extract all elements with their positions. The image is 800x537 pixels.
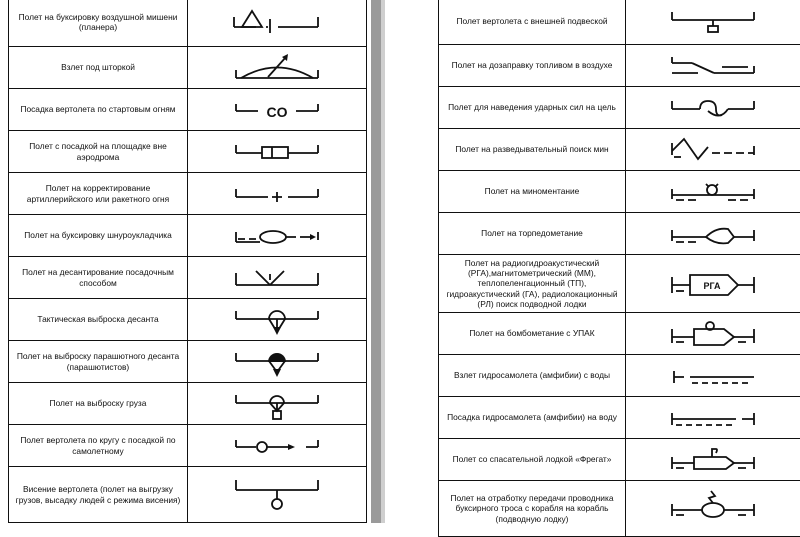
row-label: Полет на бомбометание с УПАК [439, 313, 626, 355]
curtain-takeoff-symbol-icon [232, 51, 322, 85]
towed-target-symbol-icon [232, 5, 322, 39]
row-label: Полет на корректирование артиллерийского или ракетного огня [9, 173, 188, 215]
row-label: Полет на миноментание [439, 171, 626, 213]
row-label: Полет на буксировку воздушной мишени (планера) [9, 0, 188, 47]
right-page [385, 0, 800, 523]
mine-laying-symbol-icon [668, 175, 758, 209]
table-row [9, 425, 367, 467]
table-row [439, 397, 800, 439]
fire-correction-symbol-icon [232, 177, 322, 211]
row-label: Тактическая выброска десанта [9, 299, 188, 341]
table-row [439, 481, 800, 537]
cable-layer-tow-symbol-icon [232, 219, 322, 253]
symbol-text: РГА [703, 281, 721, 291]
row-label: Полет на выброску груза [9, 383, 188, 425]
table-row [439, 313, 800, 355]
row-label: Полет вертолета с внешней подвеской [439, 0, 626, 45]
table-row [439, 45, 800, 87]
table-row [9, 131, 367, 173]
table-row [9, 299, 367, 341]
page-gutter [371, 0, 385, 523]
external-sling-symbol-icon [668, 4, 758, 38]
air-refuel-symbol-icon [668, 49, 758, 83]
table-row [439, 87, 800, 129]
left-page [0, 0, 371, 523]
row-label: Полет на буксировку шнуроукладчика [9, 215, 188, 257]
seaplane-takeoff-symbol-icon [668, 359, 758, 393]
landing-assault-symbol-icon [232, 261, 322, 295]
table-row [9, 467, 367, 523]
tactical-paradrop-symbol-icon [232, 303, 322, 337]
row-label: Полет на десантирование посадочным способом [9, 257, 188, 299]
table-row [9, 47, 367, 89]
table-row [439, 0, 800, 45]
row-label: Посадка вертолета по стартовым огням [9, 89, 188, 131]
mine-search-symbol-icon [668, 133, 758, 167]
symbols-table-left [8, 0, 367, 523]
row-label: Посадка гидросамолета (амфибии) на воду [439, 397, 626, 439]
cargo-drop-symbol-icon [232, 387, 322, 421]
table-row [439, 171, 800, 213]
row-label: Полет с посадкой на площадке вне аэродрома [9, 131, 188, 173]
upak-bombing-symbol-icon [668, 317, 758, 351]
row-label: Висение вертолета (полет на выгрузку грузов, высадку людей с режима висения) [9, 467, 188, 523]
row-label: Полет на отработку передачи проводника буксирного троса с корабля на корабль (подводную лодку) [439, 481, 626, 537]
table-row [9, 383, 367, 425]
table-row [439, 129, 800, 171]
paratrooper-drop-symbol-icon [232, 345, 322, 379]
table-row [439, 255, 800, 313]
table-row [9, 89, 367, 131]
row-label: Взлет гидросамолета (амфибии) с воды [439, 355, 626, 397]
table-row [439, 213, 800, 255]
symbol-text: CO [267, 104, 288, 120]
table-row [9, 341, 367, 383]
table-row [9, 215, 367, 257]
hover-symbol-icon [232, 476, 322, 514]
seaplane-landing-symbol-icon [668, 401, 758, 435]
table-row [9, 0, 367, 47]
row-label: Полет на выброску парашютного десанта (парашютистов) [9, 341, 188, 383]
strike-guidance-symbol-icon [668, 91, 758, 125]
submarine-search-symbol-icon [668, 267, 758, 301]
row-label: Полет вертолета по кругу с посадкой по самолетному [9, 425, 188, 467]
row-label: Полет на дозаправку топливом в воздухе [439, 45, 626, 87]
row-label: Полет на разведывательный поиск мин [439, 129, 626, 171]
rescue-boat-symbol-icon [668, 443, 758, 477]
row-label: Полет на торпедометание [439, 213, 626, 255]
row-label: Взлет под шторкой [9, 47, 188, 89]
symbols-table-right [438, 0, 800, 537]
table-row [439, 355, 800, 397]
torpedo-drop-symbol-icon [668, 217, 758, 251]
off-airfield-landing-symbol-icon [232, 135, 322, 169]
row-label: Полет для наведения ударных сил на цель [439, 87, 626, 129]
table-row [9, 257, 367, 299]
helicopter-circuit-symbol-icon [232, 429, 322, 463]
row-label: Полет со спасательной лодкой «Фрегат» [439, 439, 626, 481]
table-row [9, 173, 367, 215]
start-lights-landing-symbol-icon [232, 93, 322, 127]
tow-line-transfer-symbol-icon [668, 490, 758, 528]
table-row [439, 439, 800, 481]
row-label: Полет на радиогидроакустический (РГА),магнитометрический (ММ), теплопеленгационный (ТП), гидроакустический (ГА), радиолокационный (РЛ) поиск подводной лодки [439, 255, 626, 313]
